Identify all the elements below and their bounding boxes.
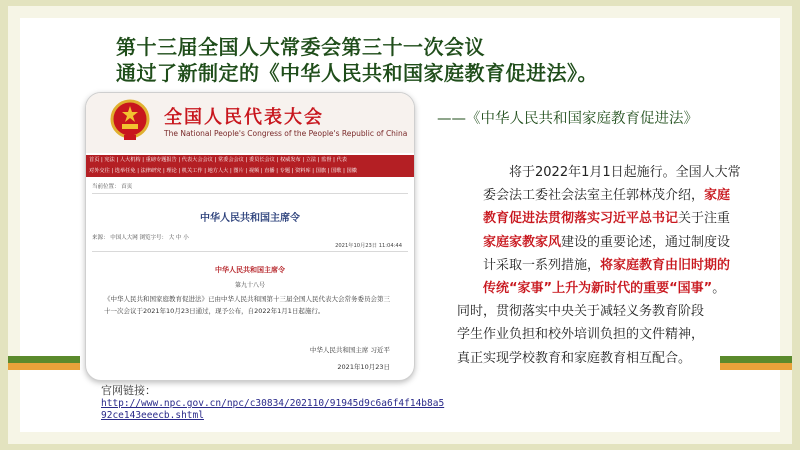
slide-border-left — [0, 0, 8, 450]
highlight-text: 家庭家教家风 — [483, 234, 562, 250]
official-link-label: 官网链接： — [101, 384, 156, 397]
paragraph-line — [457, 347, 748, 370]
paragraph-text: 将于2022年1月1日起施行。全国人大常 — [509, 165, 741, 180]
decree-page-title: 中华人民共和国主席令 — [200, 213, 300, 224]
paragraph-line — [483, 277, 748, 300]
highlight-text: 传统“家事”上升为新时代的重要“国事” — [483, 281, 713, 297]
highlight-text: 将家庭教育由旧时期的 — [600, 257, 731, 273]
law-title: ——《中华人民共和国家庭教育促进法》 — [437, 111, 698, 127]
npc-website-screenshot — [85, 92, 415, 381]
paragraph-text: 建设的重要论述，通过制度设 — [561, 234, 731, 250]
divider — [92, 251, 408, 252]
paragraph-line — [483, 207, 748, 230]
paragraph-text: 。 — [712, 281, 726, 297]
paragraph-line — [457, 300, 748, 323]
decor-stripe-left-orange — [8, 363, 80, 370]
paragraph-text: 同时，贯彻落实中央关于减轻义务教育阶段 — [457, 304, 705, 320]
article-date: 2021年10月23日 11:04:44 — [335, 243, 402, 249]
paragraph-line — [483, 254, 748, 277]
decree-number: 第九十八号 — [234, 282, 265, 289]
official-link[interactable]: http://www.npc.gov.cn/npc/c30834/202110/91945d9c6a6f4f14b8a592ce143eeecb.shtml — [101, 398, 445, 421]
article-meta: 来源： 中国人大网 浏览字号： 大 中 小 — [92, 235, 189, 241]
highlight-text: 教育促进法贯彻落实习近平总书记 — [483, 211, 679, 227]
slide-border-right — [792, 0, 800, 450]
paragraph-text: 委会法工委社会法室主任郭林茂介绍， — [483, 188, 705, 204]
national-emblem-icon — [110, 99, 150, 141]
npc-nav-row-1[interactable]: 首页 | 宪法 | 人大机构 | 重磅专题报告 | 代表大会会议 | 常委会会议 | 委员长会议 | 权威发布 | 立法 | 监督 | 代表 — [89, 157, 347, 163]
slide-title-line2: 通过了新制定的《中华人民共和国家庭教育促进法》。 — [116, 61, 598, 85]
paragraph-line — [483, 231, 748, 254]
highlight-text: 家庭 — [704, 188, 731, 204]
slide-title-line1: 第十三届全国人大常委会第三十一次会议 — [116, 35, 485, 59]
decor-stripe-left-green — [8, 356, 80, 363]
npc-site-name: 全国人民代表大会 — [164, 107, 324, 128]
npc-site-name-en: The National People's Congress of the People's Republic of China — [164, 129, 408, 138]
npc-nav-bar — [86, 155, 414, 177]
paragraph-text: 计采取一系列措施， — [483, 257, 601, 273]
slide-border-top — [0, 0, 800, 6]
decree-subtitle: 中华人民共和国主席令 — [215, 266, 285, 274]
body-paragraph — [457, 161, 748, 370]
decree-body: 《中华人民共和国家庭教育促进法》已由中华人民共和国第十三届全国人民代表大会常务委员会第三十一次会议于2021年10月23日通过，现予公布，自2022年1月1日起施行。 — [104, 295, 390, 315]
paragraph-text: 学生作业负担和校外培训负担的文件精神， — [457, 327, 705, 343]
paragraph-line — [483, 184, 748, 207]
decree-signature: 中华人民共和国主席 习近平 — [309, 346, 390, 354]
paragraph-line — [457, 323, 748, 346]
npc-nav-row-2[interactable]: 对外交往 | 选举任免 | 法律研究 | 理论 | 机关工作 | 地方人大 | 图片 | 视频 | 直播 | 专题 | 资料库 | 国旗 | 国歌 | 国徽 — [89, 168, 357, 174]
paragraph-text: 关于注重 — [678, 211, 731, 227]
paragraph-line — [483, 161, 748, 184]
paragraph-text: 真正实现学校教育和家庭教育相互配合。 — [457, 350, 692, 366]
divider — [92, 193, 408, 194]
breadcrumb: 当前位置： 首页 — [92, 184, 133, 190]
decree-signature-date: 2021年10月23日 — [337, 363, 390, 371]
slide-border-bottom — [0, 444, 800, 450]
